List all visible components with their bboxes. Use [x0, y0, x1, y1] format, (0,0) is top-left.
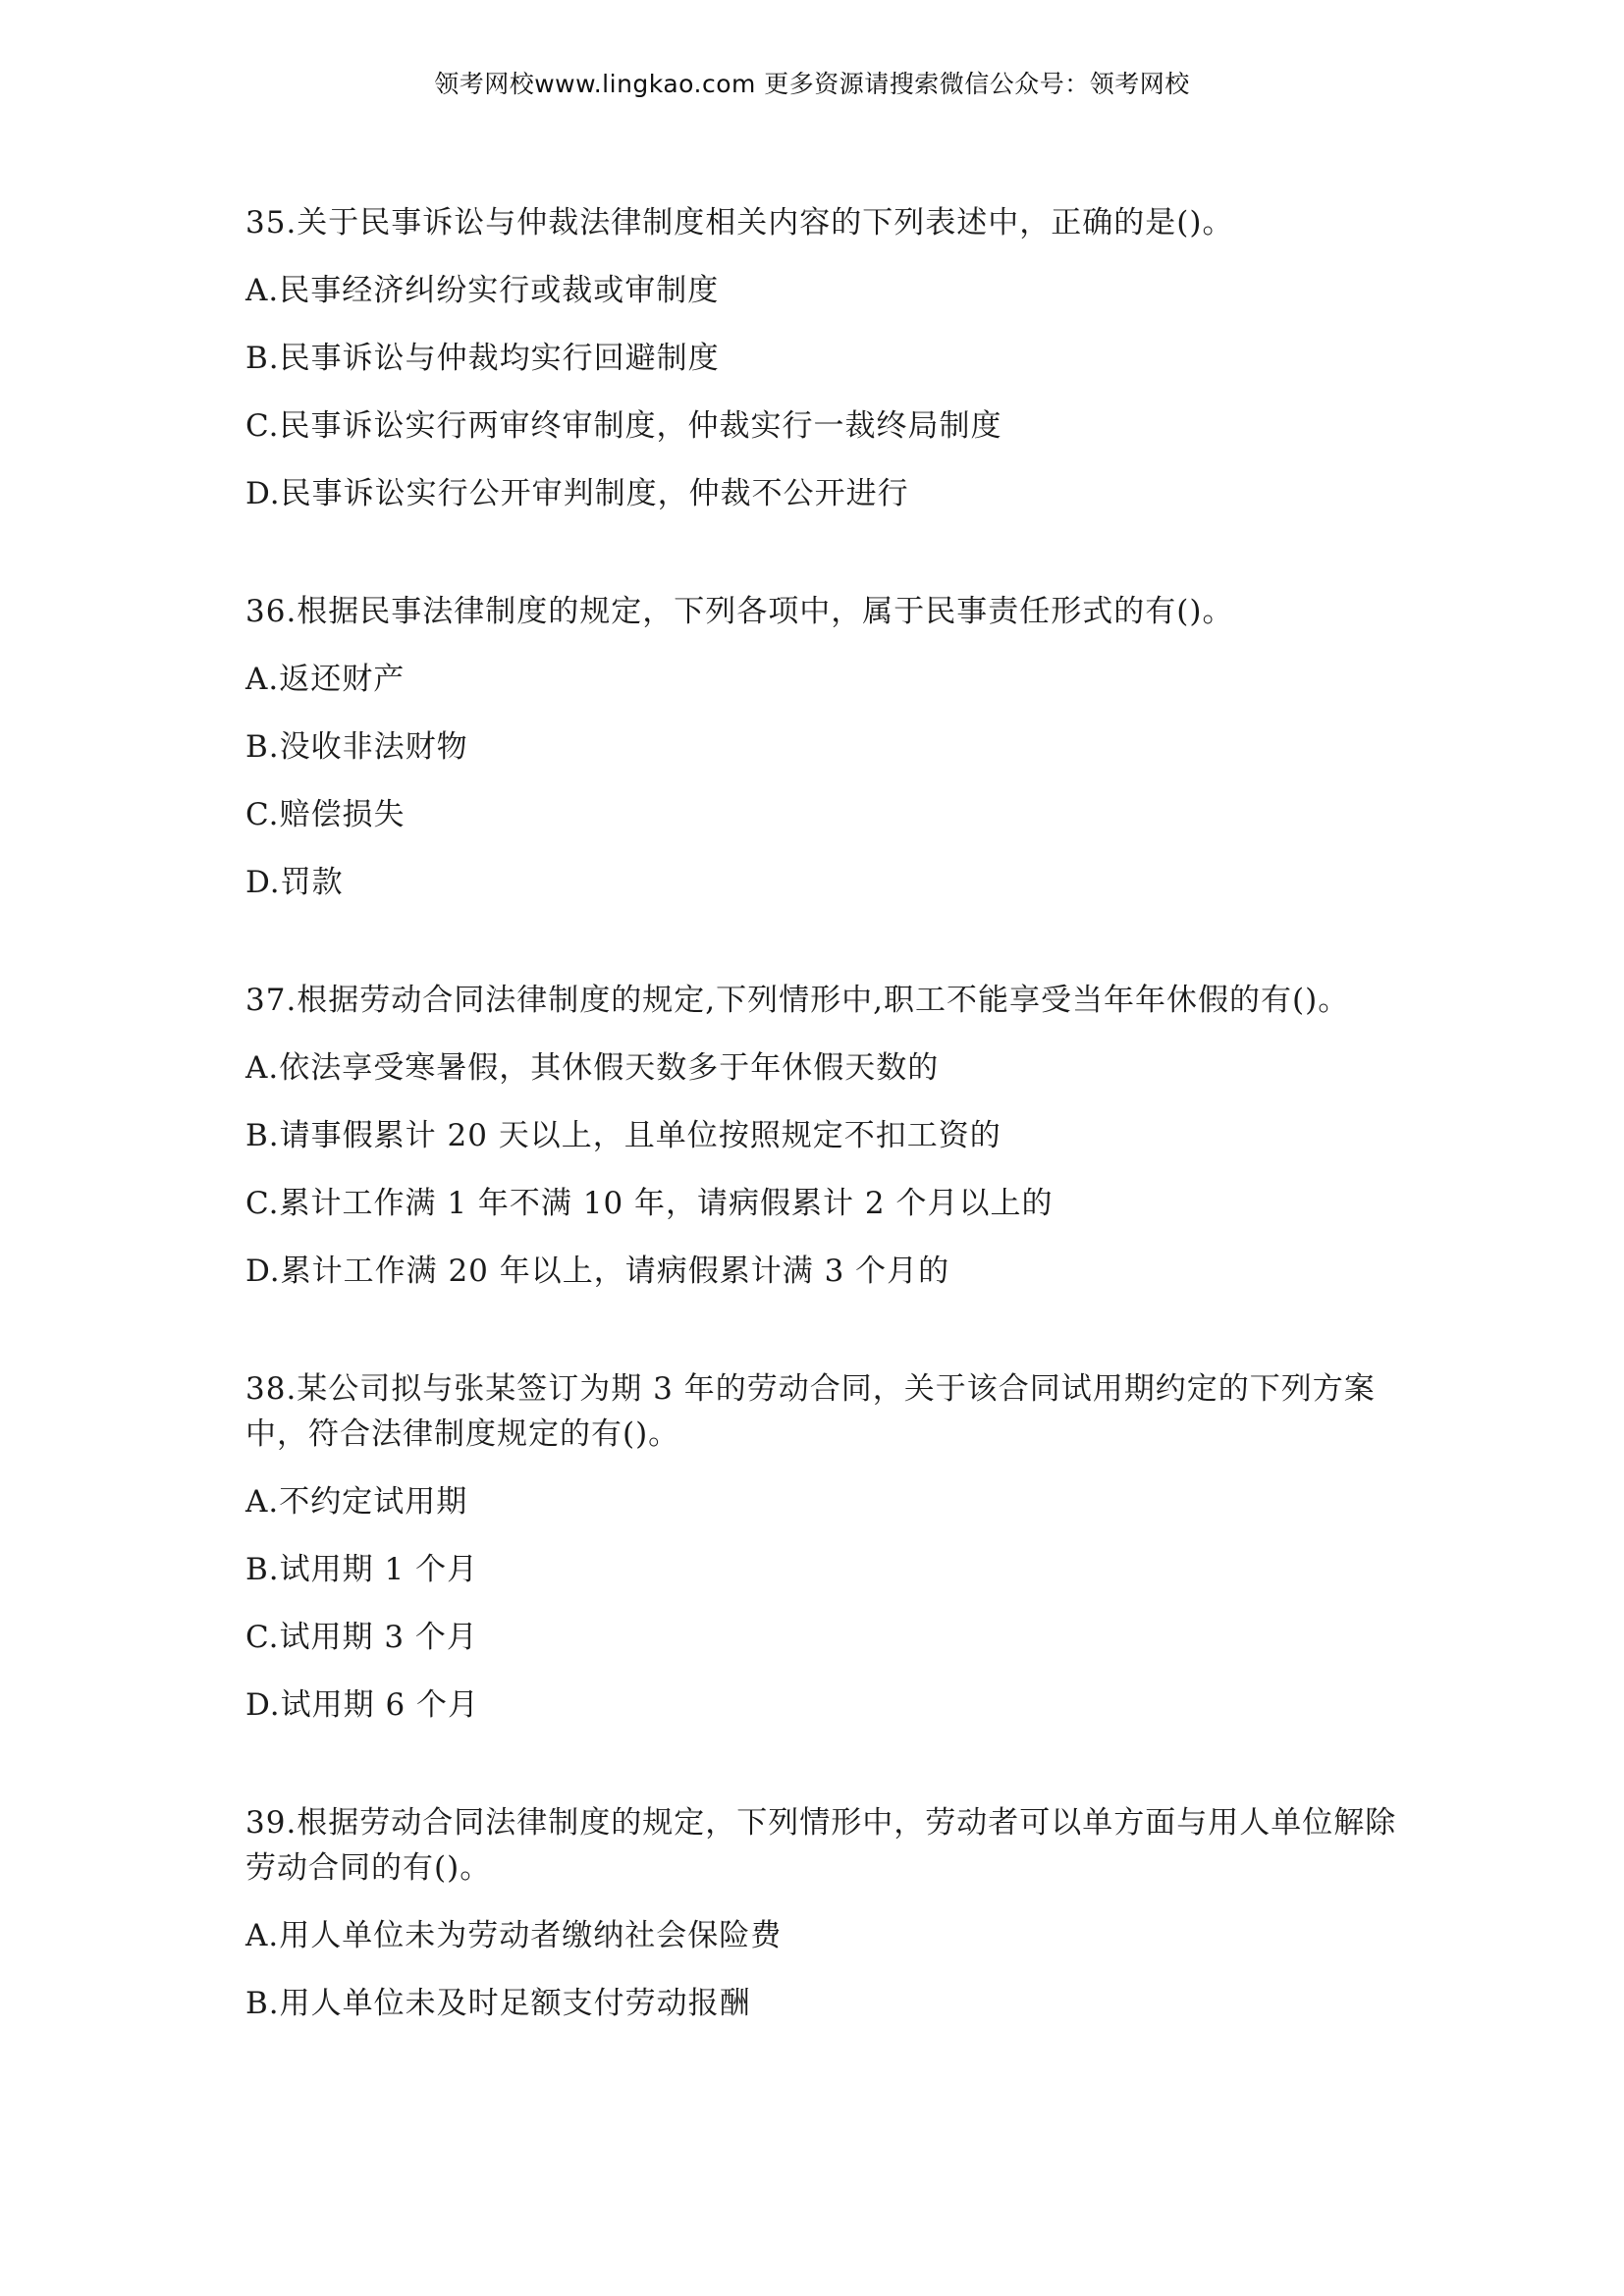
question-36	[245, 585, 1404, 905]
question-stem: 35.关于民事诉讼与仲裁法律制度相关内容的下列表述中，正确的是()。	[245, 205, 1234, 240]
option-a: A.用人单位未为劳动者缴纳社会保险费	[245, 1918, 783, 1953]
option-c: C.累计工作满 1 年不满 10 年，请病假累计 2 个月以上的	[245, 1186, 1054, 1221]
option-a: A.不约定试用期	[245, 1484, 468, 1520]
option-d: D.罚款	[245, 865, 344, 900]
question-39	[245, 1796, 1404, 2026]
question-stem: 39.根据劳动合同法律制度的规定，下列情形中，劳动者可以单方面与用人单位解除劳动合同的有()。	[245, 1805, 1397, 1886]
option-d: D.民事诉讼实行公开审判制度，仲裁不公开进行	[245, 476, 909, 511]
option-b: B.用人单位未及时足额支付劳动报酬	[245, 1986, 751, 2021]
option-c: C.试用期 3 个月	[245, 1620, 478, 1655]
question-stem: 38.某公司拟与张某签订为期 3 年的劳动合同，关于该合同试用期约定的下列方案中，符合法律制度规定的有()。	[245, 1371, 1376, 1452]
option-b: B.民事诉讼与仲裁均实行回避制度	[245, 341, 720, 376]
question-list	[245, 196, 1404, 2026]
option-c: C.民事诉讼实行两审终审制度，仲裁实行一裁终局制度	[245, 408, 1002, 444]
option-b: B.请事假累计 20 天以上，且单位按照规定不扣工资的	[245, 1118, 1001, 1153]
question-stem: 37.根据劳动合同法律制度的规定,下列情形中,职工不能享受当年年休假的有()。	[245, 983, 1350, 1018]
question-37	[245, 974, 1404, 1294]
option-b: B.试用期 1 个月	[245, 1552, 479, 1587]
option-a: A.民事经济纠纷实行或裁或审制度	[245, 273, 720, 308]
question-35	[245, 196, 1404, 516]
option-c: C.赔偿损失	[245, 797, 406, 832]
question-38	[245, 1362, 1404, 1728]
option-a: A.依法享受寒暑假，其休假天数多于年休假天数的	[245, 1050, 940, 1086]
page-header: 领考网校www.lingkao.com 更多资源请搜索微信公众号：领考网校	[434, 70, 1190, 98]
question-stem: 36.根据民事法律制度的规定，下列各项中，属于民事责任形式的有()。	[245, 594, 1234, 629]
option-d: D.试用期 6 个月	[245, 1687, 480, 1723]
option-d: D.累计工作满 20 年以上，请病假累计满 3 个月的	[245, 1254, 950, 1289]
option-a: A.返还财产	[245, 662, 406, 697]
option-b: B.没收非法财物	[245, 729, 468, 765]
